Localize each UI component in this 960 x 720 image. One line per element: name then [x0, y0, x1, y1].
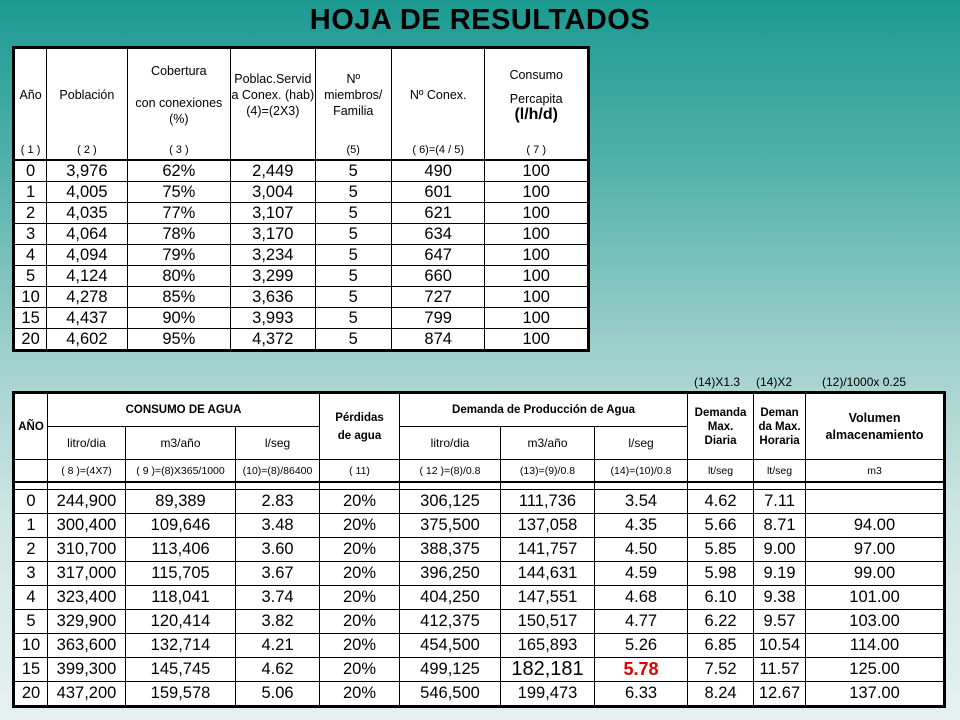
table-cell: 310,700 — [48, 538, 126, 562]
table-row — [14, 308, 589, 329]
table-cell: 85% — [127, 287, 231, 308]
header-ano: Año — [14, 48, 47, 142]
table-cell: 4,278 — [47, 287, 127, 308]
header-row-1 — [14, 393, 945, 427]
table-cell: 100 — [485, 203, 589, 224]
table-cell: 4.35 — [595, 514, 688, 538]
header-volumen-almacenamiento: Volumen almacenamiento — [806, 393, 945, 460]
table-cell: 20% — [320, 658, 400, 682]
table-cell: 80% — [127, 266, 231, 287]
table-row — [14, 245, 589, 266]
code-cell: ( 8 )=(4X7) — [48, 460, 126, 483]
table-row — [14, 160, 589, 182]
table-cell: 147,551 — [501, 586, 595, 610]
table-cell: 3.54 — [595, 490, 688, 514]
table-cell: 660 — [391, 266, 484, 287]
table-cell: 396,250 — [400, 562, 501, 586]
table-cell: 1 — [14, 182, 47, 203]
table-row — [14, 182, 589, 203]
header-cobertura: Cobertura con conexiones (%) — [127, 48, 231, 142]
table-cell: 244,900 — [48, 490, 126, 514]
table-cell: 125.00 — [806, 658, 945, 682]
table-cell: 101.00 — [806, 586, 945, 610]
code-cell: ( 6)=(4 / 5) — [391, 141, 484, 160]
table-cell: 9.00 — [754, 538, 806, 562]
table-cell: 4,064 — [47, 224, 127, 245]
table-row — [14, 203, 589, 224]
table-cell: 99.00 — [806, 562, 945, 586]
table-cell: 2 — [14, 203, 47, 224]
header-miembros-familia: Nº miembros/ Familia — [315, 48, 391, 142]
table-cell: 634 — [391, 224, 484, 245]
table-cell: 0 — [14, 490, 48, 514]
table-cell: 4.77 — [595, 610, 688, 634]
table-row — [14, 562, 945, 586]
table-cell: 2,449 — [231, 160, 315, 182]
table-cell: 306,125 — [400, 490, 501, 514]
table-cell: 7.52 — [688, 658, 754, 682]
table-cell: 20 — [14, 329, 47, 351]
formula-demanda-diaria: (14)X1.3 — [694, 375, 741, 389]
table-cell: 5 — [14, 266, 47, 287]
table-cell: 100 — [485, 329, 589, 351]
table-cell: 95% — [127, 329, 231, 351]
table-cell: 317,000 — [48, 562, 126, 586]
table-cell: 323,400 — [48, 586, 126, 610]
table-cell: 5 — [315, 245, 391, 266]
code-cell — [231, 141, 315, 160]
table-cell: 7.11 — [754, 490, 806, 514]
table-cell: 329,900 — [48, 610, 126, 634]
table-cell: 100 — [485, 287, 589, 308]
table-cell: 77% — [127, 203, 231, 224]
table-cell: 8.24 — [688, 682, 754, 707]
table-cell: 4.21 — [236, 634, 320, 658]
table-row — [14, 287, 589, 308]
table-cell: 5.78 — [595, 658, 688, 682]
table-cell: 1 — [14, 514, 48, 538]
code-cell: ( 11) — [320, 460, 400, 483]
table-cell: 20% — [320, 682, 400, 707]
table-cell: 3.74 — [236, 586, 320, 610]
table-cell: 20% — [320, 514, 400, 538]
table-cell: 120,414 — [126, 610, 236, 634]
table-cell: 5 — [315, 182, 391, 203]
table-row — [14, 538, 945, 562]
table-row — [14, 490, 945, 514]
table-cell: 145,745 — [126, 658, 236, 682]
code-cell: (10)=(8)/86400 — [236, 460, 320, 483]
table-cell: 5.26 — [595, 634, 688, 658]
code-cell: m3 — [806, 460, 945, 483]
spacer-row — [14, 482, 945, 490]
header-poblacion: Población — [47, 48, 127, 142]
table-row — [14, 329, 589, 351]
table-cell: 727 — [391, 287, 484, 308]
table-cell: 3 — [14, 562, 48, 586]
sub-header-m3-ano: m3/año — [126, 427, 236, 460]
table-cell: 5.06 — [236, 682, 320, 707]
table-cell: 0 — [14, 160, 47, 182]
table-cell: 4,094 — [47, 245, 127, 266]
table-cell: 3,636 — [231, 287, 315, 308]
table-cell: 100 — [485, 182, 589, 203]
demand-rows — [14, 490, 945, 707]
table-row — [14, 586, 945, 610]
code-cell: ( 9 )=(8)X365/1000 — [126, 460, 236, 483]
table-cell: 4.68 — [595, 586, 688, 610]
table-cell: 5 — [315, 160, 391, 182]
table-cell: 4.62 — [236, 658, 320, 682]
table-cell: 199,473 — [501, 682, 595, 707]
header-consumo-agua: CONSUMO DE AGUA — [48, 393, 320, 427]
table-cell: 90% — [127, 308, 231, 329]
header-demanda-produccion: Demanda de Producción de Agua — [400, 393, 688, 427]
table-row — [14, 634, 945, 658]
table-cell: 300,400 — [48, 514, 126, 538]
formula-demanda-horaria: (14)X2 — [756, 375, 793, 389]
table-cell: 100 — [485, 245, 589, 266]
table-cell: 8.71 — [754, 514, 806, 538]
table-cell: 799 — [391, 308, 484, 329]
sub-header-l-seg: l/seg — [595, 427, 688, 460]
table-cell: 10 — [14, 634, 48, 658]
table-cell: 141,757 — [501, 538, 595, 562]
table-cell: 4,437 — [47, 308, 127, 329]
header-row — [14, 48, 589, 142]
table-cell: 412,375 — [400, 610, 501, 634]
table-cell: 20% — [320, 610, 400, 634]
table-cell: 6.33 — [595, 682, 688, 707]
table-row — [14, 224, 589, 245]
table-cell: 647 — [391, 245, 484, 266]
table-cell: 399,300 — [48, 658, 126, 682]
table-cell: 5 — [315, 203, 391, 224]
table-cell: 4.50 — [595, 538, 688, 562]
sub-header-m3-ano: m3/año — [501, 427, 595, 460]
table-cell: 454,500 — [400, 634, 501, 658]
table-cell: 5 — [14, 610, 48, 634]
table-cell: 6.22 — [688, 610, 754, 634]
table-row — [14, 514, 945, 538]
table-cell: 5 — [315, 224, 391, 245]
table-cell: 9.57 — [754, 610, 806, 634]
table-cell: 5 — [315, 308, 391, 329]
table-cell: 118,041 — [126, 586, 236, 610]
table-cell: 4.59 — [595, 562, 688, 586]
code-cell: (14)=(10)/0.8 — [595, 460, 688, 483]
table-cell: 3,107 — [231, 203, 315, 224]
table-cell: 3,004 — [231, 182, 315, 203]
header-perdidas-agua: Pérdidas de agua — [320, 393, 400, 460]
table-cell: 4,602 — [47, 329, 127, 351]
table-cell: 20% — [320, 586, 400, 610]
table-cell: 601 — [391, 182, 484, 203]
table-cell: 100 — [485, 224, 589, 245]
table-cell: 97.00 — [806, 538, 945, 562]
results-table-population — [12, 46, 590, 352]
table-cell: 4 — [14, 586, 48, 610]
code-cell — [14, 460, 48, 483]
header-demanda-max-horaria: Deman da Max. Horaria — [754, 393, 806, 460]
table-cell: 4,124 — [47, 266, 127, 287]
table-row — [14, 610, 945, 634]
table-cell: 20% — [320, 538, 400, 562]
table-cell: 5 — [315, 287, 391, 308]
table-cell: 15 — [14, 658, 48, 682]
table-cell: 3,299 — [231, 266, 315, 287]
code-cell: ( 12 )=(8)/0.8 — [400, 460, 501, 483]
code-cell: lt/seg — [688, 460, 754, 483]
table-cell: 114.00 — [806, 634, 945, 658]
table-cell — [806, 490, 945, 514]
table-cell: 20% — [320, 562, 400, 586]
table-cell: 388,375 — [400, 538, 501, 562]
table-cell: 2 — [14, 538, 48, 562]
table-cell: 3.67 — [236, 562, 320, 586]
table-cell: 6.10 — [688, 586, 754, 610]
table-cell: 4,005 — [47, 182, 127, 203]
table-row — [14, 266, 589, 287]
table-cell: 20% — [320, 490, 400, 514]
table-cell: 3,234 — [231, 245, 315, 266]
table-cell: 375,500 — [400, 514, 501, 538]
table-cell: 5 — [315, 329, 391, 351]
table-cell: 150,517 — [501, 610, 595, 634]
code-cell: ( 2 ) — [47, 141, 127, 160]
table-cell: 100 — [485, 160, 589, 182]
table-cell: 3.82 — [236, 610, 320, 634]
table-cell: 5.66 — [688, 514, 754, 538]
table-row — [14, 682, 945, 707]
table-cell: 621 — [391, 203, 484, 224]
table-cell: 103.00 — [806, 610, 945, 634]
table-cell: 499,125 — [400, 658, 501, 682]
header-demanda-max-diaria: Demanda Max. Diaria — [688, 393, 754, 460]
sub-header-litro-dia: litro/dia — [400, 427, 501, 460]
table-cell: 75% — [127, 182, 231, 203]
table-cell: 3,170 — [231, 224, 315, 245]
header-poblac-servida: Poblac.Servid a Conex. (hab) (4)=(2X3) — [231, 48, 315, 142]
table-cell: 132,714 — [126, 634, 236, 658]
results-table-demand — [12, 391, 946, 708]
table-cell: 182,181 — [501, 658, 595, 682]
header-code-row — [14, 460, 945, 483]
table-cell: 115,705 — [126, 562, 236, 586]
table-cell: 165,893 — [501, 634, 595, 658]
table-cell: 78% — [127, 224, 231, 245]
table-cell: 9.19 — [754, 562, 806, 586]
table-cell: 79% — [127, 245, 231, 266]
table-cell: 9.38 — [754, 586, 806, 610]
table-cell: 159,578 — [126, 682, 236, 707]
table-cell: 3.48 — [236, 514, 320, 538]
table-cell: 10 — [14, 287, 47, 308]
table-cell: 490 — [391, 160, 484, 182]
table-cell: 15 — [14, 308, 47, 329]
table-cell: 10.54 — [754, 634, 806, 658]
table-cell: 4,372 — [231, 329, 315, 351]
code-cell: (13)=(9)/0.8 — [501, 460, 595, 483]
table-row — [14, 658, 945, 682]
table-cell: 62% — [127, 160, 231, 182]
table-cell: 3.60 — [236, 538, 320, 562]
header-consumo-percapita: Consumo Percapita (l/h/d) — [485, 48, 589, 142]
table-cell: 404,250 — [400, 586, 501, 610]
table-cell: 20 — [14, 682, 48, 707]
table-cell: 100 — [485, 266, 589, 287]
code-cell: lt/seg — [754, 460, 806, 483]
code-cell: (5) — [315, 141, 391, 160]
table-cell: 144,631 — [501, 562, 595, 586]
page-title: HOJA DE RESULTADOS — [309, 4, 651, 36]
table-cell: 137.00 — [806, 682, 945, 707]
table-cell: 94.00 — [806, 514, 945, 538]
table-cell: 6.85 — [688, 634, 754, 658]
table-cell: 11.57 — [754, 658, 806, 682]
table-cell: 113,406 — [126, 538, 236, 562]
code-cell: ( 1 ) — [14, 141, 47, 160]
header-num-conexiones: Nº Conex. — [391, 48, 484, 142]
table-cell: 5 — [315, 266, 391, 287]
table-cell: 20% — [320, 634, 400, 658]
table-cell: 3,993 — [231, 308, 315, 329]
table-cell: 4,035 — [47, 203, 127, 224]
table-cell: 137,058 — [501, 514, 595, 538]
table-cell: 4.62 — [688, 490, 754, 514]
table-cell: 2.83 — [236, 490, 320, 514]
table-cell: 4 — [14, 245, 47, 266]
table-cell: 3,976 — [47, 160, 127, 182]
table-cell: 363,600 — [48, 634, 126, 658]
table-cell: 5.98 — [688, 562, 754, 586]
table-cell: 111,736 — [501, 490, 595, 514]
table-cell: 109,646 — [126, 514, 236, 538]
table-cell: 546,500 — [400, 682, 501, 707]
code-cell: ( 3 ) — [127, 141, 231, 160]
header-code-row — [14, 141, 589, 160]
header-ano: AÑO — [14, 393, 48, 460]
sub-header-l-seg: l/seg — [236, 427, 320, 460]
table-cell: 3 — [14, 224, 47, 245]
table-cell: 12.67 — [754, 682, 806, 707]
table-cell: 100 — [485, 308, 589, 329]
sub-header-litro-dia: litro/dia — [48, 427, 126, 460]
formula-volumen: (12)/1000x 0.25 — [822, 375, 907, 389]
table-cell: 89,389 — [126, 490, 236, 514]
table-cell: 437,200 — [48, 682, 126, 707]
table-cell: 874 — [391, 329, 484, 351]
code-cell: ( 7 ) — [485, 141, 589, 160]
population-rows — [14, 160, 589, 351]
table-cell: 5.85 — [688, 538, 754, 562]
